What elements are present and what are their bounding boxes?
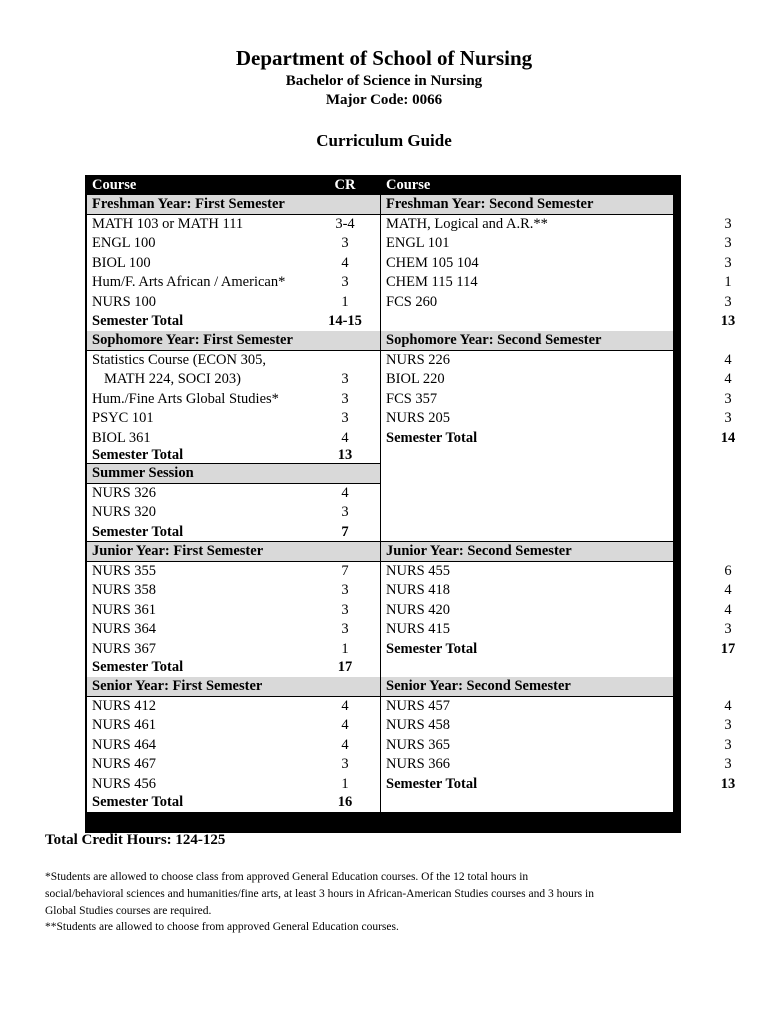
credit-value: 3 bbox=[724, 736, 732, 753]
section-body bbox=[381, 697, 736, 812]
course-name: NURS 361 bbox=[92, 601, 157, 618]
course-name: BIOL 361 bbox=[92, 429, 151, 446]
credit-value: 3-4 bbox=[335, 216, 355, 232]
degree-subtitle: Bachelor of Science in Nursing bbox=[285, 73, 483, 89]
course-name: CHEM 105 104 bbox=[386, 254, 479, 271]
course-name: FCS 357 bbox=[386, 390, 438, 407]
course-name: Hum/F. Arts African / American* bbox=[92, 274, 286, 291]
semester-total-value: 13 bbox=[720, 313, 736, 329]
semester-total-value: 14-15 bbox=[328, 313, 362, 329]
semester-total-label: Semester Total bbox=[386, 640, 478, 657]
course-name: NURS 464 bbox=[92, 736, 157, 753]
course-name: NURS 364 bbox=[92, 621, 157, 638]
course-name: BIOL 100 bbox=[92, 254, 151, 271]
credit-value: 3 bbox=[724, 254, 732, 271]
credit-value: 3 bbox=[724, 756, 732, 773]
course-name: PSYC 101 bbox=[92, 410, 154, 427]
credit-value: 3 bbox=[724, 621, 732, 638]
footnote-line: *Students are allowed to choose class from approved General Education courses. Of the 12 total hours in bbox=[45, 871, 529, 883]
semester-total-value: 17 bbox=[337, 659, 353, 675]
course-name: NURS 326 bbox=[92, 485, 157, 501]
credit-value: 3 bbox=[724, 235, 732, 252]
section-body bbox=[381, 351, 736, 541]
semester-total-label: Semester Total bbox=[92, 523, 184, 540]
course-column-header: Course bbox=[386, 177, 431, 193]
curriculum-table bbox=[85, 175, 739, 833]
course-name: NURS 366 bbox=[386, 756, 451, 773]
footnote-line: social/behavioral sciences and humanities/fine arts, at least 3 hours in African-American Studies courses and 3 hours in bbox=[45, 888, 594, 900]
semester-total-label: Semester Total bbox=[92, 794, 184, 810]
course-name: BIOL 220 bbox=[386, 371, 445, 388]
course-name: NURS 365 bbox=[386, 736, 451, 753]
credit-value: 3 bbox=[724, 717, 732, 734]
credit-value: 6 bbox=[724, 563, 732, 579]
credit-value: 3 bbox=[341, 504, 349, 521]
credit-value: 4 bbox=[341, 485, 349, 501]
semester-total-label: Semester Total bbox=[386, 429, 478, 446]
section-header: Senior Year: First Semester bbox=[87, 677, 380, 696]
semester-total-value: 17 bbox=[720, 640, 736, 657]
course-name: NURS 456 bbox=[92, 775, 157, 792]
credit-value: 1 bbox=[341, 640, 349, 657]
semester-total-label: Semester Total bbox=[386, 775, 478, 792]
course-name: Hum./Fine Arts Global Studies* bbox=[92, 390, 279, 407]
credit-value: 3 bbox=[341, 601, 349, 618]
course-name: MATH 103 or MATH 111 bbox=[92, 216, 244, 232]
semester-total-value: 7 bbox=[341, 523, 349, 540]
credit-value: 4 bbox=[724, 352, 732, 368]
credit-value: 1 bbox=[724, 274, 732, 291]
credit-value: 4 bbox=[341, 736, 349, 753]
course-name: NURS 418 bbox=[386, 582, 451, 599]
semester-total-value: 13 bbox=[720, 775, 736, 792]
credit-value: 4 bbox=[341, 254, 349, 271]
section-header: Junior Year: Second Semester bbox=[381, 542, 673, 561]
course-name: ENGL 101 bbox=[386, 235, 450, 252]
course-name: NURS 457 bbox=[386, 698, 451, 714]
course-name: NURS 205 bbox=[386, 410, 451, 427]
credit-value: 3 bbox=[724, 216, 732, 232]
semester-total-value: 14 bbox=[720, 429, 736, 446]
cr-column-header: CR bbox=[717, 177, 739, 193]
section-header: Sophomore Year: First Semester bbox=[87, 331, 380, 350]
course-name: NURS 467 bbox=[92, 756, 157, 773]
semester-total-value: 13 bbox=[337, 447, 353, 463]
credit-value: 3 bbox=[724, 390, 732, 407]
table-header-row bbox=[381, 176, 739, 195]
section-body bbox=[381, 215, 736, 332]
section-body bbox=[87, 562, 380, 677]
semester-total-label: Semester Total bbox=[92, 447, 184, 463]
credit-value: 7 bbox=[341, 563, 349, 579]
credit-value: 1 bbox=[341, 775, 349, 792]
footnote-line: Global Studies courses are required. bbox=[45, 905, 212, 917]
course-name: MATH 224, SOCI 203) bbox=[104, 371, 241, 388]
major-code: Major Code: 0066 bbox=[325, 92, 443, 108]
semester-total-label: Semester Total bbox=[92, 313, 184, 329]
credit-value: 4 bbox=[341, 429, 349, 446]
section-body bbox=[87, 697, 380, 812]
credit-value: 4 bbox=[341, 698, 349, 714]
credit-value: 3 bbox=[724, 293, 732, 310]
credit-value: 3 bbox=[341, 235, 349, 252]
course-name: FCS 260 bbox=[386, 293, 438, 310]
credit-value: 3 bbox=[341, 274, 349, 291]
section-header: Freshman Year: First Semester bbox=[87, 195, 380, 214]
credit-value: 3 bbox=[341, 390, 349, 407]
course-name: NURS 355 bbox=[92, 563, 157, 579]
credit-value: 4 bbox=[341, 717, 349, 734]
page-title: Department of School of Nursing bbox=[235, 46, 533, 70]
table-header-row bbox=[87, 176, 380, 195]
section-header: Sophomore Year: Second Semester bbox=[381, 331, 673, 350]
section-body bbox=[87, 215, 380, 332]
section-body bbox=[87, 351, 380, 463]
credit-value: 1 bbox=[341, 293, 349, 310]
course-name: NURS 320 bbox=[92, 504, 157, 521]
semester-total-label: Semester Total bbox=[92, 659, 184, 675]
credit-value: 3 bbox=[341, 371, 349, 388]
section-body bbox=[87, 484, 380, 541]
credit-value: 3 bbox=[341, 582, 349, 599]
semester-total-value: 16 bbox=[337, 794, 353, 810]
course-name: NURS 420 bbox=[386, 601, 451, 618]
course-name: Statistics Course (ECON 305, bbox=[92, 352, 266, 368]
credit-value: 4 bbox=[724, 582, 732, 599]
curriculum-guide-heading: Curriculum Guide bbox=[316, 131, 452, 150]
course-name: NURS 415 bbox=[386, 621, 451, 638]
course-name: CHEM 115 114 bbox=[386, 274, 478, 291]
credit-value: 4 bbox=[724, 371, 732, 388]
section-header: Senior Year: Second Semester bbox=[381, 677, 673, 696]
course-name: ENGL 100 bbox=[92, 235, 156, 252]
section-header: Freshman Year: Second Semester bbox=[381, 195, 673, 214]
course-name: NURS 358 bbox=[92, 582, 157, 599]
credit-value: 3 bbox=[341, 410, 349, 427]
section-body bbox=[381, 562, 736, 677]
total-credit-hours: Total Credit Hours: 124-125 bbox=[45, 832, 226, 848]
credit-value: 3 bbox=[724, 410, 732, 427]
course-name: NURS 100 bbox=[92, 293, 157, 310]
credit-value: 4 bbox=[724, 698, 732, 714]
cr-column-header: CR bbox=[334, 177, 356, 193]
course-name: NURS 458 bbox=[386, 717, 451, 734]
course-name: NURS 455 bbox=[386, 563, 451, 579]
section-header: Junior Year: First Semester bbox=[87, 542, 380, 561]
course-name: NURS 367 bbox=[92, 640, 157, 657]
course-name: NURS 461 bbox=[92, 717, 157, 734]
credit-value: 4 bbox=[724, 601, 732, 618]
course-name: MATH, Logical and A.R.** bbox=[386, 216, 548, 232]
course-name: NURS 226 bbox=[386, 352, 451, 368]
footnote-line: **Students are allowed to choose from approved General Education courses. bbox=[45, 921, 399, 933]
course-name: NURS 412 bbox=[92, 698, 157, 714]
credit-value: 3 bbox=[341, 621, 349, 638]
course-column-header: Course bbox=[92, 177, 137, 193]
section-header: Summer Session bbox=[87, 464, 380, 483]
credit-value: 3 bbox=[341, 756, 349, 773]
